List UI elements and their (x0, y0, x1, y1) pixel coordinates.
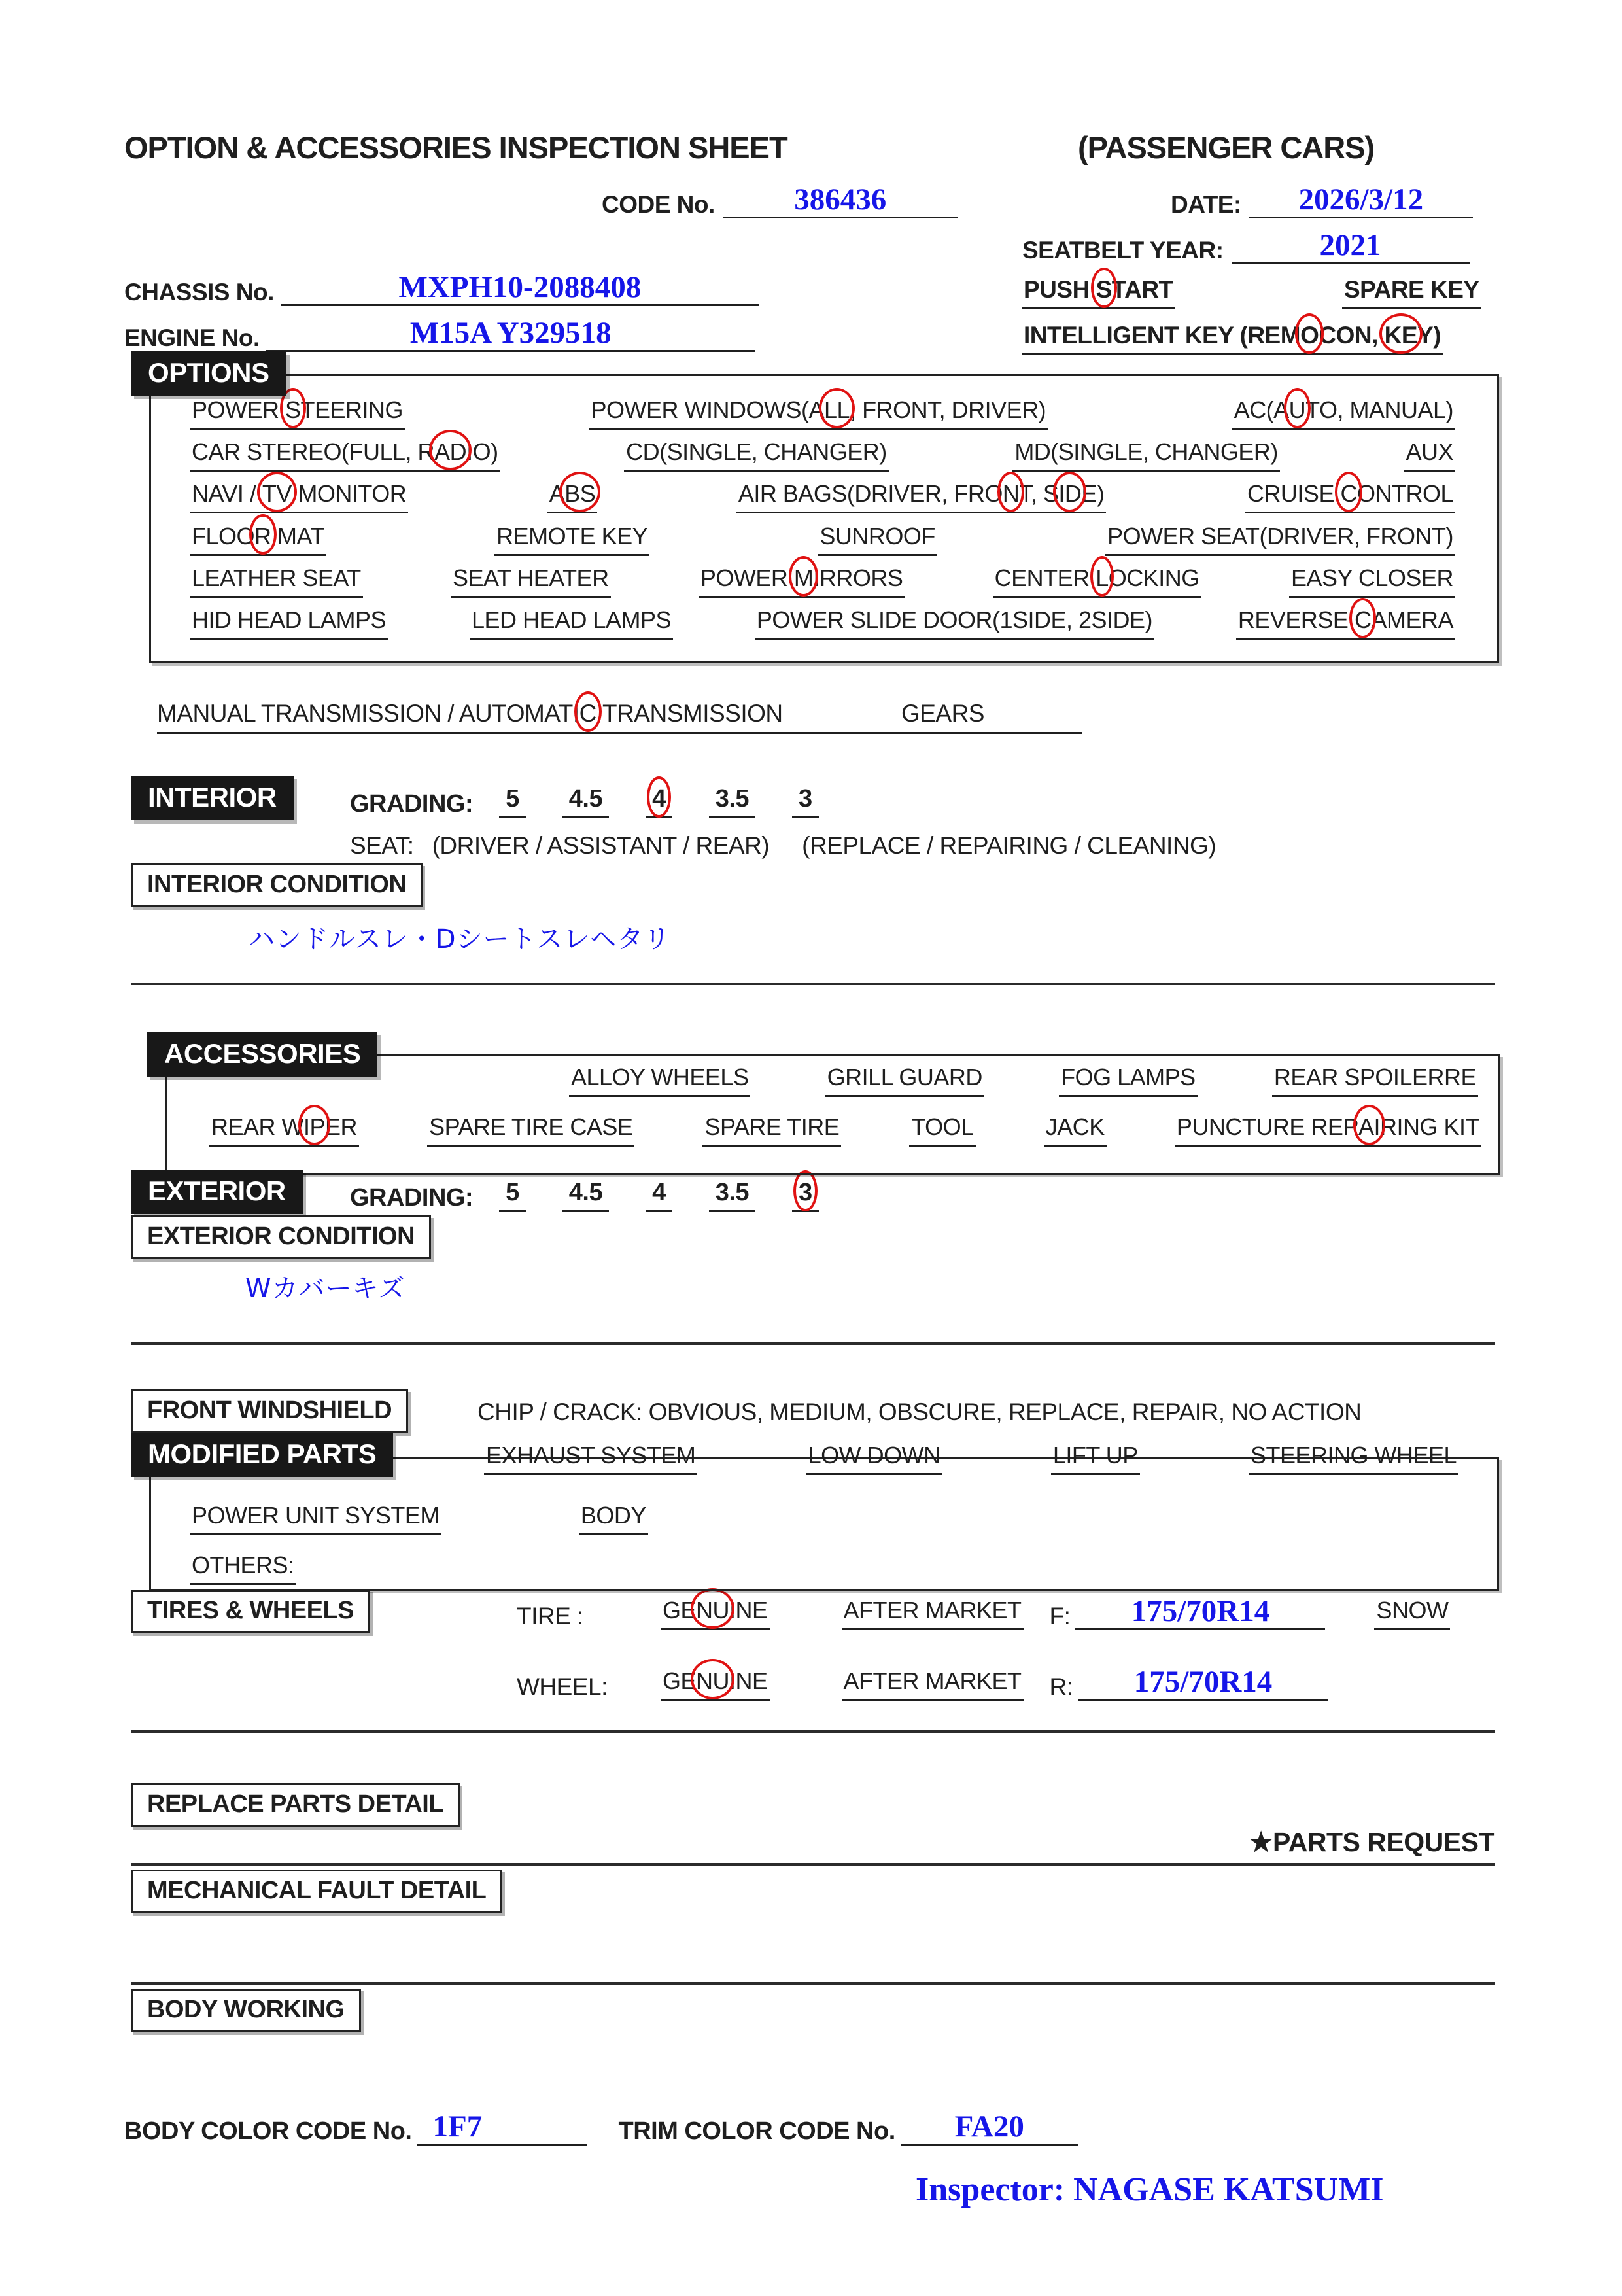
intelligent-key (1022, 322, 1443, 355)
accessories-row-2 (209, 1113, 1481, 1147)
interior-grade-4-5: 4.5 (562, 785, 609, 818)
spare-key (1342, 276, 1481, 309)
modified-parts-row-2 (190, 1502, 648, 1535)
red-circle-mark: TV (262, 480, 292, 508)
code-row (602, 184, 958, 218)
gears-label: GEARS (901, 700, 984, 727)
option-cd-single-changer: CD(SINGLE, CHANGER) (624, 438, 889, 472)
interior-header: INTERIOR (131, 776, 294, 820)
exterior-grade-4-5: 4.5 (562, 1179, 609, 1212)
push-start (1022, 276, 1175, 309)
modified-lift-up: LIFT UP (1051, 1442, 1140, 1475)
red-circle-mark: C (579, 700, 596, 727)
option-cruise-control: CRUISE CONTROL (1245, 480, 1455, 513)
mechanical-fault-box: MECHANICAL FAULT DETAIL (131, 1870, 502, 1913)
red-circle-mark: AI (1358, 1113, 1380, 1140)
red-circle-mark: KE (1384, 322, 1418, 349)
options-row-3 (190, 480, 1455, 513)
red-circle-mark: NU (696, 1597, 730, 1624)
accessory-jack: JACK (1044, 1113, 1107, 1147)
date-row (1171, 184, 1473, 218)
wheel-genuine: GENUINE (661, 1667, 770, 1701)
seatbelt-label: SEATBELT YEAR: (1022, 237, 1224, 264)
front-windshield-box: FRONT WINDSHIELD (131, 1389, 408, 1433)
interior-grading-label: GRADING: (350, 790, 474, 818)
rear-tire-size: 175/70R14 (1078, 1667, 1328, 1701)
interior-grade-5: 5 (499, 785, 526, 818)
chassis-row (124, 272, 759, 306)
separator-3 (131, 1730, 1495, 1733)
engine-value: M15A Y329518 (266, 318, 755, 352)
accessory-puncture-repairing-kit: PUNCTURE REPAIRING KIT (1175, 1113, 1481, 1147)
intelligent-key-label: INTELLIGENT KEY (REMOCON, KEY) (1022, 322, 1443, 355)
option-easy-closer: EASY CLOSER (1289, 565, 1455, 598)
modified-body: BODY (579, 1502, 648, 1535)
date-value: 2026/3/12 (1249, 184, 1473, 218)
modified-parts-row-1 (484, 1442, 1458, 1475)
red-circle-mark: S (285, 396, 301, 423)
seat-options: (DRIVER / ASSISTANT / REAR) (432, 832, 770, 859)
option-power-mirrors: POWER MIRRORS (699, 565, 905, 598)
replace-parts-box: REPLACE PARTS DETAIL (131, 1783, 460, 1827)
exterior-grade-4: 4 (646, 1179, 672, 1212)
body-working-box: BODY WORKING (131, 1989, 361, 2032)
seat-label: SEAT: (350, 832, 414, 859)
chassis-label: CHASSIS No. (124, 279, 274, 305)
modified-exhaust-system: EXHAUST SYSTEM (484, 1442, 697, 1475)
accessory-rear-spoilerre: REAR SPOILERRE (1272, 1064, 1478, 1097)
accessory-fog-lamps: FOG LAMPS (1059, 1064, 1198, 1097)
others-label: OTHERS: (190, 1552, 296, 1585)
red-circle-mark: O (1300, 322, 1319, 349)
option-power-steering: POWER STEERING (190, 396, 405, 430)
option-leather-seat: LEATHER SEAT (190, 565, 363, 598)
option-ac-auto-manual: AC(AUTO, MANUAL) (1232, 396, 1455, 430)
red-circle-mark: U (1288, 396, 1306, 423)
option-navi-tv-monitor: NAVI / TV MONITOR (190, 480, 408, 513)
separator-5 (131, 1982, 1495, 1985)
modified-steering-wheel: STEERING WHEEL (1249, 1442, 1458, 1475)
red-circle-mark: AD (434, 438, 467, 466)
option-abs: ABS (547, 480, 598, 513)
tire-row (517, 1596, 1450, 1630)
tire-genuine: GENUINE (661, 1597, 770, 1630)
option-car-stereo-full-radio: CAR STEREO(FULL, RADIO) (190, 438, 500, 472)
option-power-windows-all-front-driver: POWER WINDOWS(ALL, FRONT, DRIVER) (589, 396, 1048, 430)
seatbelt-row (1022, 230, 1470, 264)
page-title: OPTION & ACCESSORIES INSPECTION SHEET (124, 130, 787, 165)
accessories-row-1 (569, 1064, 1478, 1097)
date-label: DATE: (1171, 191, 1241, 218)
options-row-2 (190, 438, 1455, 472)
options-header: OPTIONS (131, 351, 286, 396)
red-circle-mark: BS (564, 480, 596, 508)
accessory-spare-tire-case: SPARE TIRE CASE (427, 1113, 634, 1147)
red-circle-mark: 3 (799, 1179, 812, 1206)
option-md-single-changer: MD(SINGLE, CHANGER) (1012, 438, 1280, 472)
modified-parts-others (190, 1552, 296, 1585)
option-aux: AUX (1404, 438, 1455, 472)
red-circle-mark: IP (303, 1113, 326, 1140)
exterior-condition-note: Wカバーキズ (245, 1274, 406, 1304)
options-row-6 (190, 606, 1455, 640)
exterior-grading-label: GRADING: (350, 1184, 474, 1211)
accessory-grill-guard: GRILL GUARD (825, 1064, 984, 1097)
exterior-grade-5: 5 (499, 1179, 526, 1212)
snow-label: SNOW (1374, 1597, 1450, 1630)
red-circle-mark: L (1096, 564, 1109, 591)
code-label: CODE No. (602, 191, 715, 218)
wheel-after-market: AFTER MARKET (842, 1667, 1024, 1701)
interior-condition-note: ハンドルスレ・Dシートスレヘタリ (249, 924, 671, 954)
accessory-tool: TOOL (909, 1113, 975, 1147)
parts-request-note: ★PARTS REQUEST (1249, 1827, 1494, 1857)
accessory-alloy-wheels: ALLOY WHEELS (569, 1064, 750, 1097)
option-seat-heater: SEAT HEATER (451, 565, 611, 598)
option-center-locking: CENTER LOCKING (993, 565, 1201, 598)
chassis-value: MXPH10-2088408 (281, 272, 759, 306)
accessories-header: ACCESSORIES (147, 1032, 377, 1077)
red-circle-mark: M (793, 564, 814, 591)
option-floor-mat: FLOOR MAT (190, 523, 326, 556)
red-circle-mark: C (1354, 606, 1372, 633)
interior-condition-box: INTERIOR CONDITION (131, 863, 423, 907)
spare-key-label: SPARE KEY (1342, 276, 1481, 309)
option-led-head-lamps: LED HEAD LAMPS (470, 606, 673, 640)
page-subtitle: (PASSENGER CARS) (1078, 130, 1375, 165)
color-codes-row (124, 2112, 1078, 2146)
trim-color-label: TRIM COLOR CODE No. (618, 2117, 895, 2145)
modified-parts-header: MODIFIED PARTS (131, 1433, 393, 1477)
exterior-grades (499, 1179, 819, 1212)
option-air-bags-driver-front-side: AIR BAGS(DRIVER, FRONT, SIDE) (736, 480, 1107, 513)
accessory-spare-tire: SPARE TIRE (702, 1113, 841, 1147)
option-remote-key: REMOTE KEY (494, 523, 649, 556)
separator-1 (131, 983, 1495, 985)
exterior-header: EXTERIOR (131, 1170, 303, 1214)
exterior-grading-row (350, 1179, 819, 1212)
red-circle-mark: ID (1058, 480, 1082, 508)
options-row-1 (190, 396, 1455, 430)
seat-actions: (REPLACE / REPAIRING / CLEANING) (802, 832, 1216, 859)
options-row-5 (190, 565, 1455, 598)
seatbelt-value: 2021 (1232, 230, 1470, 264)
trim-color-value: FA20 (901, 2112, 1078, 2146)
transmission-line (157, 700, 1082, 734)
transmission-text: MANUAL TRANSMISSION / AUTOMATIC TRANSMISSION (157, 700, 783, 727)
engine-row (124, 318, 755, 352)
exterior-grade-3-5: 3.5 (709, 1179, 755, 1212)
interior-grade-3: 3 (792, 785, 819, 818)
option-hid-head-lamps: HID HEAD LAMPS (190, 606, 388, 640)
interior-grading-row (350, 785, 819, 818)
options-row-4 (190, 523, 1455, 556)
interior-grades (499, 785, 819, 818)
front-tire-size: 175/70R14 (1075, 1596, 1325, 1630)
tire-label: TIRE : (517, 1603, 583, 1629)
separator-2 (131, 1342, 1495, 1345)
option-sunroof: SUNROOF (818, 523, 937, 556)
front-label: F: (1049, 1603, 1071, 1629)
rear-label: R: (1049, 1673, 1073, 1700)
modified-low-down: LOW DOWN (806, 1442, 942, 1475)
inspector-signature: Inspector: NAGASE KATSUMI (916, 2171, 1384, 2208)
option-power-slide-door-1side-2side: POWER SLIDE DOOR(1SIDE, 2SIDE) (755, 606, 1154, 640)
separator-4 (131, 1863, 1495, 1866)
wheel-row (517, 1667, 1328, 1701)
body-color-value: 1F7 (417, 2112, 587, 2146)
tires-wheels-box: TIRES & WHEELS (131, 1590, 370, 1633)
red-circle-mark: NU (696, 1667, 730, 1694)
red-circle-mark: S (1096, 276, 1112, 303)
accessory-rear-wiper: REAR WIPER (209, 1113, 359, 1147)
exterior-grade-3 (792, 1179, 819, 1212)
wheel-label: WHEEL: (517, 1673, 608, 1700)
body-color-label: BODY COLOR CODE No. (124, 2117, 412, 2145)
red-circle-mark: N (1002, 480, 1020, 508)
interior-grade-3-5: 3.5 (709, 785, 755, 818)
push-start-label: PUSH START (1022, 276, 1175, 309)
interior-grade-4 (646, 785, 672, 818)
chip-crack-line: CHIP / CRACK: OBVIOUS, MEDIUM, OBSCURE, REPLACE, REPAIR, NO ACTION (477, 1399, 1362, 1425)
modified-power-unit-system: POWER UNIT SYSTEM (190, 1502, 441, 1535)
exterior-condition-box: EXTERIOR CONDITION (131, 1215, 431, 1259)
code-value: 386436 (723, 184, 958, 218)
red-circle-mark: LL (824, 396, 850, 423)
red-circle-mark: R (254, 522, 271, 549)
option-power-seat-driver-front: POWER SEAT(DRIVER, FRONT) (1105, 523, 1455, 556)
option-reverse-camera: REVERSE CAMERA (1236, 606, 1455, 640)
seat-row (350, 832, 1216, 860)
red-circle-mark: 4 (652, 785, 666, 812)
red-circle-mark: C (1340, 480, 1357, 508)
tire-after-market: AFTER MARKET (842, 1597, 1024, 1630)
options-list (190, 396, 1455, 640)
engine-label: ENGINE No. (124, 324, 260, 351)
